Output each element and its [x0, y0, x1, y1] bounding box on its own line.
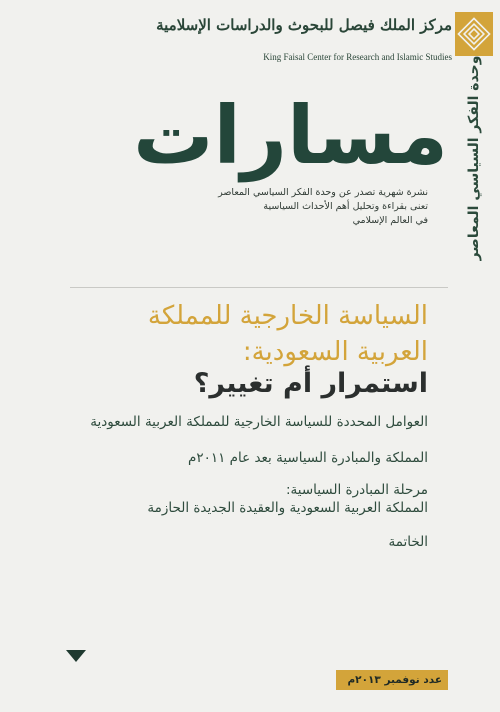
triangle-marker-icon — [66, 650, 86, 662]
topic-item: العوامل المحددة للسياسة الخارجية للمملكة العربية السعودية — [90, 414, 428, 430]
unit-name-text: وحدة الفكر السياسي المعاصر — [466, 55, 482, 261]
topic-item: المملكة والمبادرة السياسية بعد عام ٢٠١١م — [187, 450, 428, 466]
center-name-english: King Faisal Center for Research and Islamic Studies — [263, 52, 452, 62]
unit-name-vertical — [452, 55, 496, 261]
issue-label: عدد نوفمبر ٢٠١٣م — [347, 674, 442, 686]
tagline — [208, 186, 428, 228]
headline-line-2: العربية السعودية: — [242, 337, 428, 367]
section-divider — [70, 287, 448, 288]
center-logo-icon — [455, 12, 493, 56]
topic-item: مرحلة المبادرة السياسية: — [285, 482, 428, 498]
headline-line-1: السياسة الخارجية للمملكة — [147, 301, 428, 331]
tagline-line: في العالم الإسلامي — [352, 215, 428, 226]
tagline-line: تعنى بقراءة وتحليل أهم الأحداث السياسية — [263, 201, 428, 212]
tagline-line: نشرة شهرية تصدر عن وحدة الفكر السياسي المعاصر — [218, 187, 428, 198]
masthead-title: مسارات — [133, 89, 448, 182]
topic-item: الخاتمة — [388, 534, 428, 550]
topic-item: المملكة العربية السعودية والعقيدة الجديدة الحازمة — [147, 500, 428, 516]
headline-line-3: استمرار أم تغيير؟ — [193, 368, 428, 399]
center-name-arabic: مركز الملك فيصل للبحوث والدراسات الإسلامية — [156, 16, 452, 34]
